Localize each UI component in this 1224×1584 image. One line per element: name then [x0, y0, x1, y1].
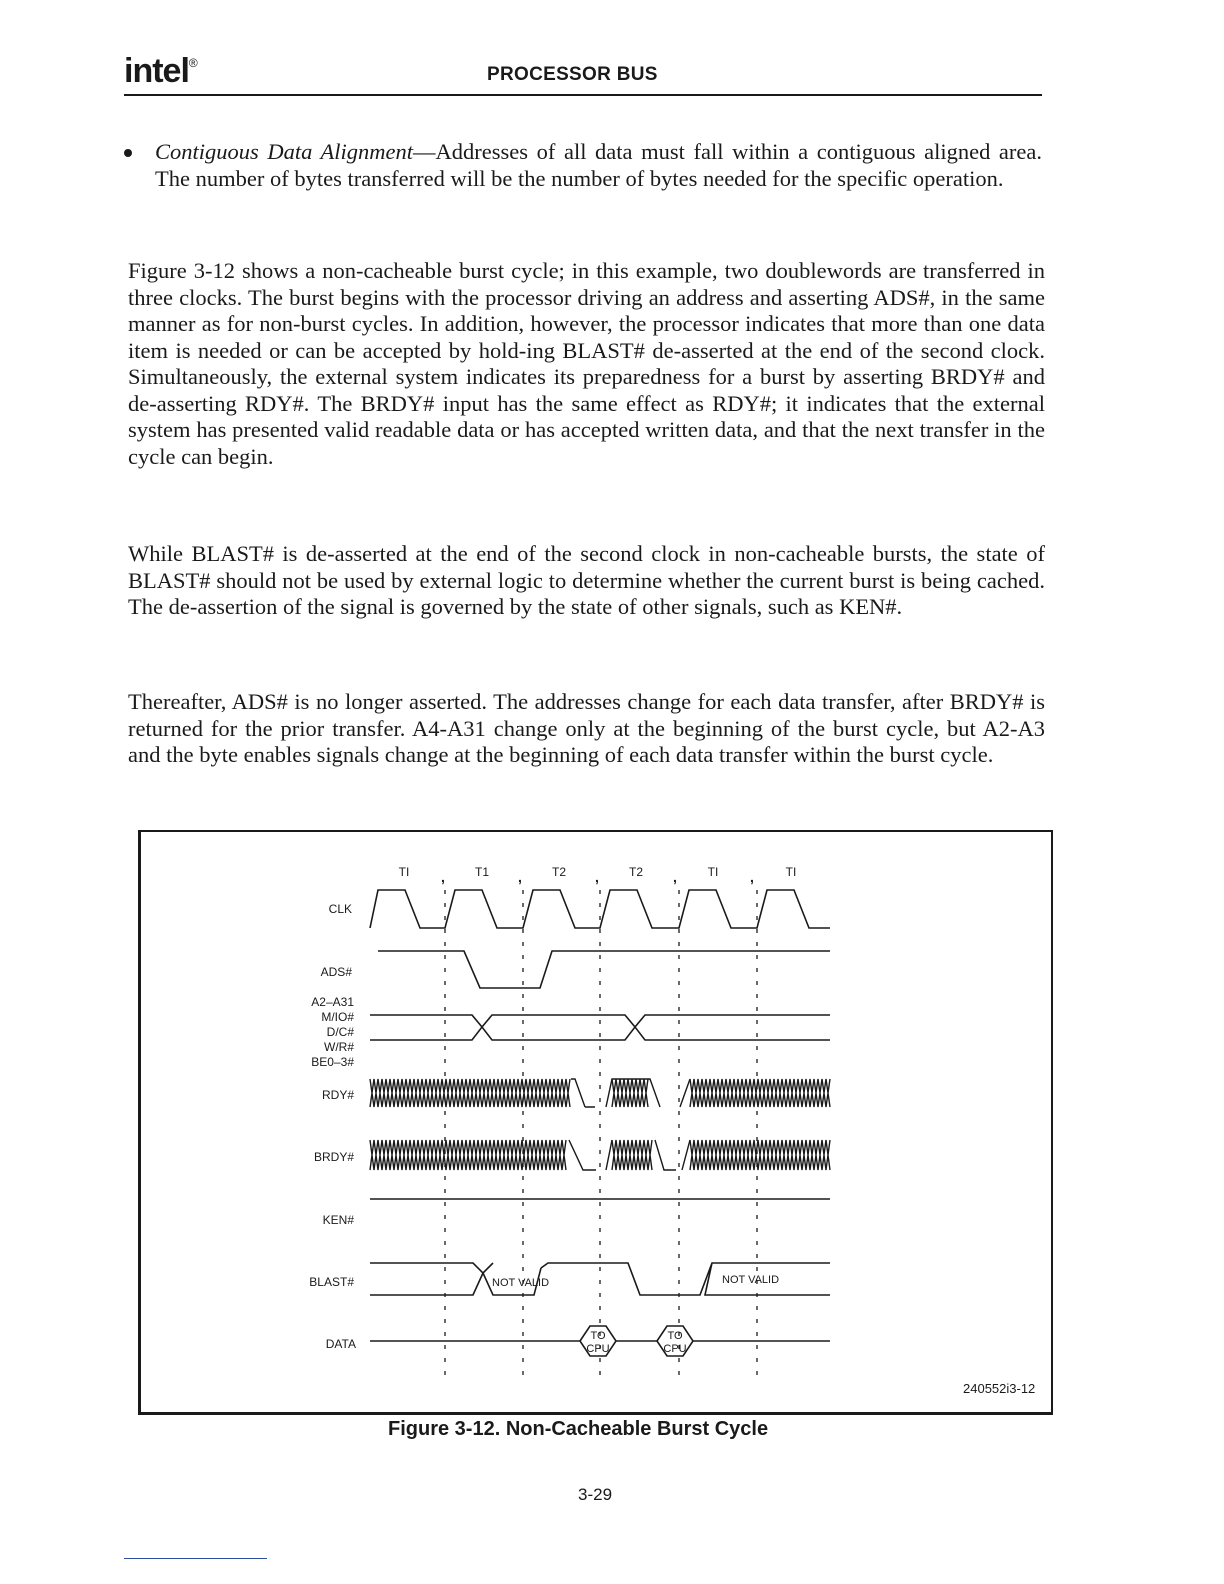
ads-waveform: [378, 951, 830, 988]
signal-label-be: BE0–3#: [311, 1055, 354, 1069]
state-separator: ,: [441, 869, 445, 885]
data-transfer-2-line2: CPU: [663, 1343, 687, 1355]
signal-label-mio: M/IO#: [321, 1010, 354, 1024]
state-label-1: TI: [398, 865, 410, 879]
paragraph-blast-deassert: While BLAST# is de-asserted at the end of the second clock in non-cacheable bursts, the state of BLAST# should not be used by external logic to determine whether the current burst is being cached. The de-assertion of the signal is governed by the state of other signals, such as KEN#.: [128, 541, 1045, 619]
bullet-text: —Addresses of all data must fall within a contiguous aligned area. The number of bytes transferred will be the number of bytes needed for the specific operation.: [155, 139, 1043, 191]
state-label-4: T2: [628, 865, 644, 879]
signal-label-dc: D/C#: [326, 1025, 354, 1039]
blast-note-2: NOT VALID: [722, 1274, 780, 1286]
signal-label-blast: BLAST#: [309, 1275, 354, 1289]
state-separator: ,: [750, 869, 754, 885]
signal-label-brdy: BRDY#: [313, 1150, 354, 1164]
signal-label-clk: CLK: [328, 902, 352, 916]
state-label-3: T2: [551, 865, 567, 879]
signal-label-data: DATA: [325, 1337, 356, 1351]
bullet-term: Contiguous Data Alignment: [155, 139, 414, 164]
signal-label-rdy: RDY#: [321, 1088, 354, 1102]
registered-mark: ®: [188, 56, 197, 70]
rdy-waveform-hatch: [370, 1079, 830, 1107]
data-transfer-1-line2: CPU: [586, 1343, 610, 1355]
running-title: PROCESSOR BUS: [487, 64, 658, 85]
signal-label-ads: ADS#: [320, 965, 352, 979]
paragraph-burst-cycle: Figure 3-12 shows a non-cacheable burst cycle; in this example, two doublewords are transferred in three clocks. The burst begins with the processor driving an address and asserting ADS#, in the same manner as for non-burst cycles. In addition, however, the processor indicates that more than one data item is needed or can be accepted by hold-ing BLAST# de-asserted at the end of the second clock. Simultaneously, the external system indicates its preparedness for a burst by asserting BRDY# and de-asserting RDY#. The BRDY# input has the same effect as RDY#; it indicates that the external system has presented valid readable data or has accepted written data, and that the next transfer in the cycle can begin.: [128, 258, 1045, 469]
state-label-6: TI: [785, 865, 797, 879]
clock-boundaries: [445, 890, 757, 1375]
data-transfer-1-line1: TO: [590, 1330, 606, 1342]
footer-rule: [124, 1558, 267, 1559]
state-label-2: T1: [474, 865, 490, 879]
signal-label-addr: A2–A31: [311, 995, 354, 1009]
data-transfer-2-line1: TO: [667, 1330, 683, 1342]
page-number: 3-29: [578, 1485, 613, 1504]
logo-text: int: [124, 52, 163, 90]
signal-label-wr: W/R#: [324, 1040, 354, 1054]
state-separator: ,: [595, 869, 599, 885]
logo-suffix: el: [162, 52, 189, 90]
paragraph-address-change: Thereafter, ADS# is no longer asserted. The addresses change for each data transfer, after BRDY# is returned for the prior transfer. A4-A31 change only at the beginning of the burst cycle, but A2-A3 and the byte enables signals change at the beginning of each data transfer within the burst cycle.: [128, 689, 1045, 767]
state-label-5: TI: [707, 865, 719, 879]
state-separator: ,: [518, 869, 522, 885]
figure-code: 240552i3-12: [963, 1381, 1036, 1396]
state-separator: ,: [673, 869, 677, 885]
blast-note-1: NOT VALID: [492, 1277, 550, 1289]
clk-waveform: [370, 890, 830, 928]
figure-caption: Figure 3-12. Non-Cacheable Burst Cycle: [388, 1418, 769, 1440]
signal-label-ken: KEN#: [322, 1213, 354, 1227]
